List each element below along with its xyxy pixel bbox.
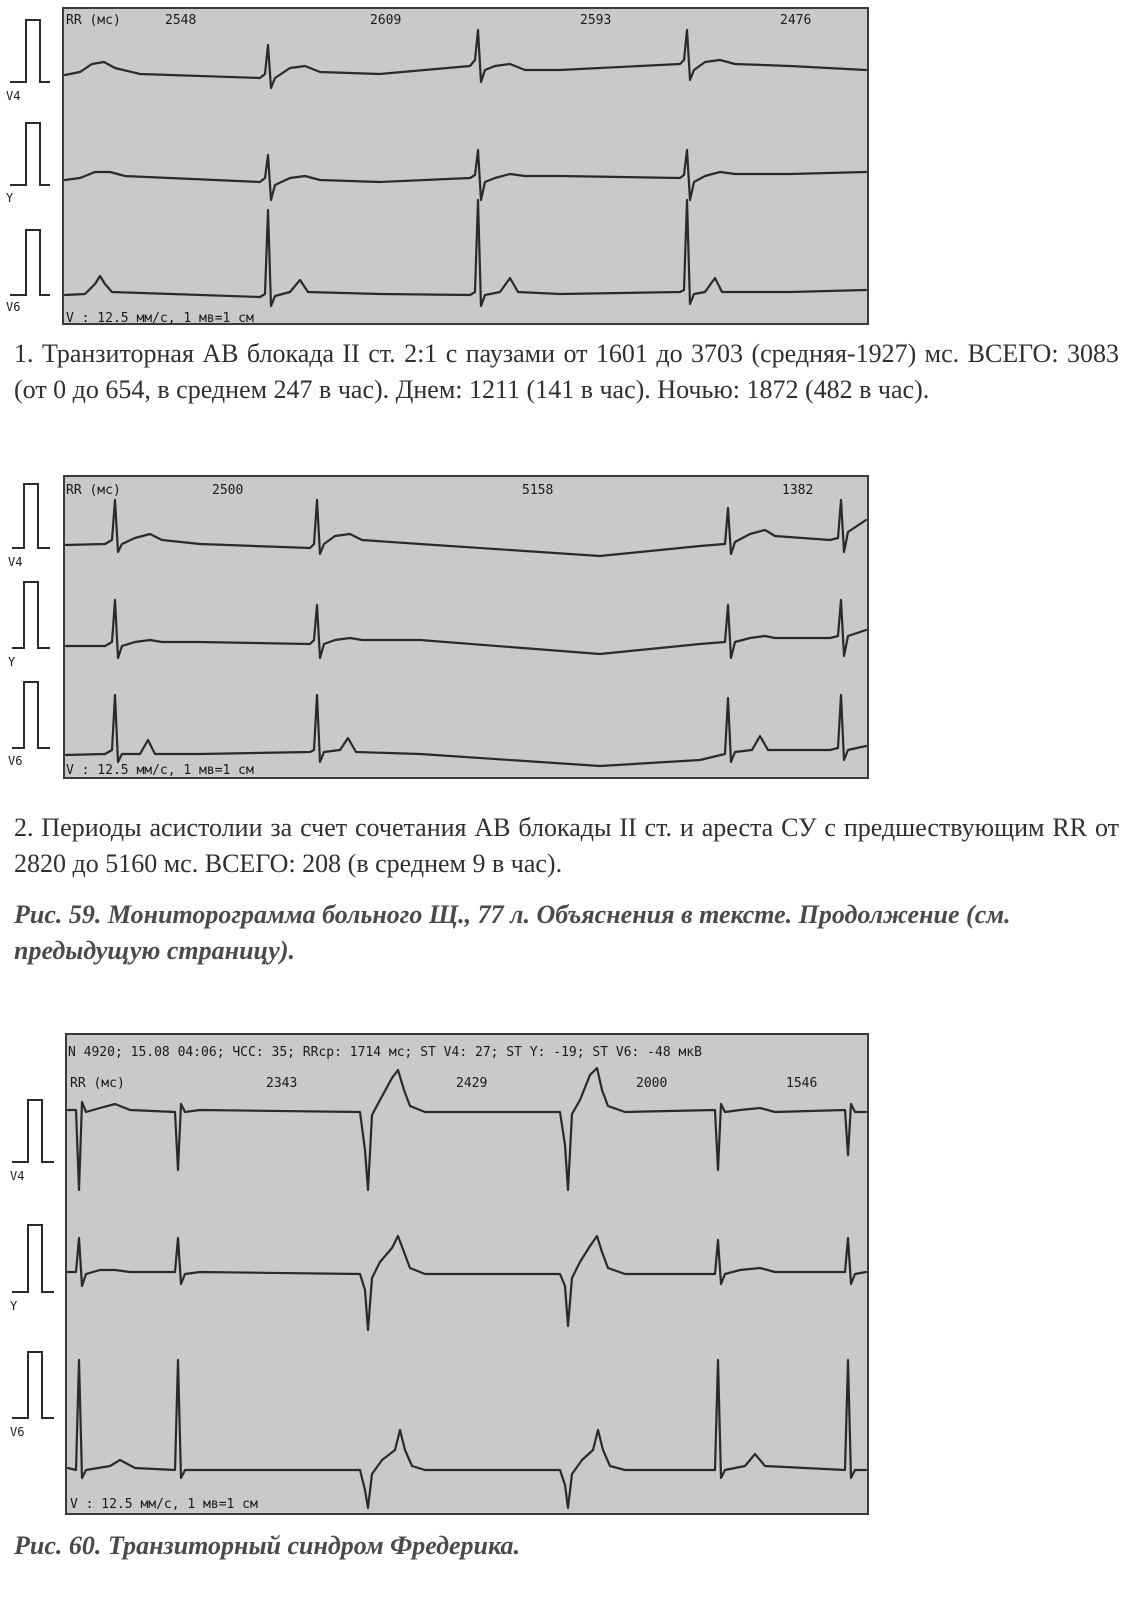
caption-1: 1. Транзиторная АВ блокада II ст. 2:1 с паузами от 1601 до 3703 (средняя-1927) мс. ВСЕГО: 3083 (от 0 до 654, в среднем 247 в час). Днем: 1211 (141 в час). Ночью: 1872 (482 в час). [14, 339, 1119, 404]
monitor-header: N 4920; 15.08 04:06; ЧСС: 35; RRср: 1714 мс; ST V4: 27; ST Y: -19; ST V6: -48 мкВ [68, 1045, 702, 1060]
caption-2: 2. Периоды асистолии за счет сочетания АВ блокады II ст. и ареста СУ с предшествующим RR от 2820 до 5160 мс. ВСЕГО: 208 (в среднем 9 в час). [14, 813, 1119, 878]
rr-value: 2429 [456, 1076, 488, 1091]
rr-value: 2593 [580, 13, 612, 28]
figure-59-caption: Рис. 59. Мониторограмма больного Щ., 77 л. Объяснения в тексте. Продолжение (см. предыдущую страницу). [14, 900, 1011, 965]
figure-60-caption: Рис. 60. Транзиторный синдром Фредерика. [14, 1531, 521, 1560]
lead-label-v6: V6 [6, 300, 21, 314]
calibration-pulse [10, 20, 50, 82]
rr-value: 1546 [786, 1076, 818, 1091]
calibration-pulse [12, 1100, 54, 1162]
rr-value: 1382 [782, 483, 814, 498]
ecg-strip-1 [0, 0, 880, 330]
recording-speed: V : 12.5 мм/с, 1 мв=1 см [66, 763, 254, 778]
recording-speed: V : 12.5 мм/с, 1 мв=1 см [70, 1497, 258, 1512]
rr-value: 2000 [636, 1076, 668, 1091]
lead-label-y: Y [10, 1299, 18, 1313]
lead-label-v4: V4 [6, 89, 21, 103]
recording-speed: V : 12.5 мм/с, 1 мв=1 см [66, 311, 254, 326]
ecg-panel [63, 8, 868, 324]
rr-label: RR (мс) [66, 483, 121, 498]
lead-label-v6: V6 [10, 1425, 25, 1439]
lead-label-y: Y [6, 191, 14, 205]
rr-value: 2476 [780, 13, 812, 28]
calibration-pulse [12, 682, 50, 748]
calibration-pulse [12, 1352, 54, 1418]
calibration-pulse [12, 582, 50, 648]
calibration-pulse [12, 1225, 54, 1292]
ecg-strip-1-svg [0, 0, 880, 330]
rr-value: 2500 [212, 483, 244, 498]
calibration-pulse [10, 123, 50, 185]
rr-label: RR (мс) [70, 1076, 125, 1091]
rr-value: 2343 [266, 1076, 298, 1091]
lead-label-v6: V6 [8, 754, 23, 768]
rr-label: RR (мс) [66, 13, 121, 28]
calibration-pulse [10, 230, 50, 295]
ecg-strip-2-svg [0, 470, 880, 785]
lead-label-v4: V4 [8, 555, 23, 569]
ecg-panel [64, 476, 868, 778]
ecg-strip-3 [0, 1030, 880, 1520]
rr-value: 5158 [522, 483, 554, 498]
calibration-pulse [12, 484, 50, 548]
lead-label-v4: V4 [10, 1169, 25, 1183]
ecg-strip-3-svg [0, 1030, 880, 1520]
ecg-strip-2 [0, 470, 880, 785]
rr-value: 2548 [165, 13, 197, 28]
lead-label-y: Y [8, 655, 16, 669]
rr-value: 2609 [370, 13, 402, 28]
